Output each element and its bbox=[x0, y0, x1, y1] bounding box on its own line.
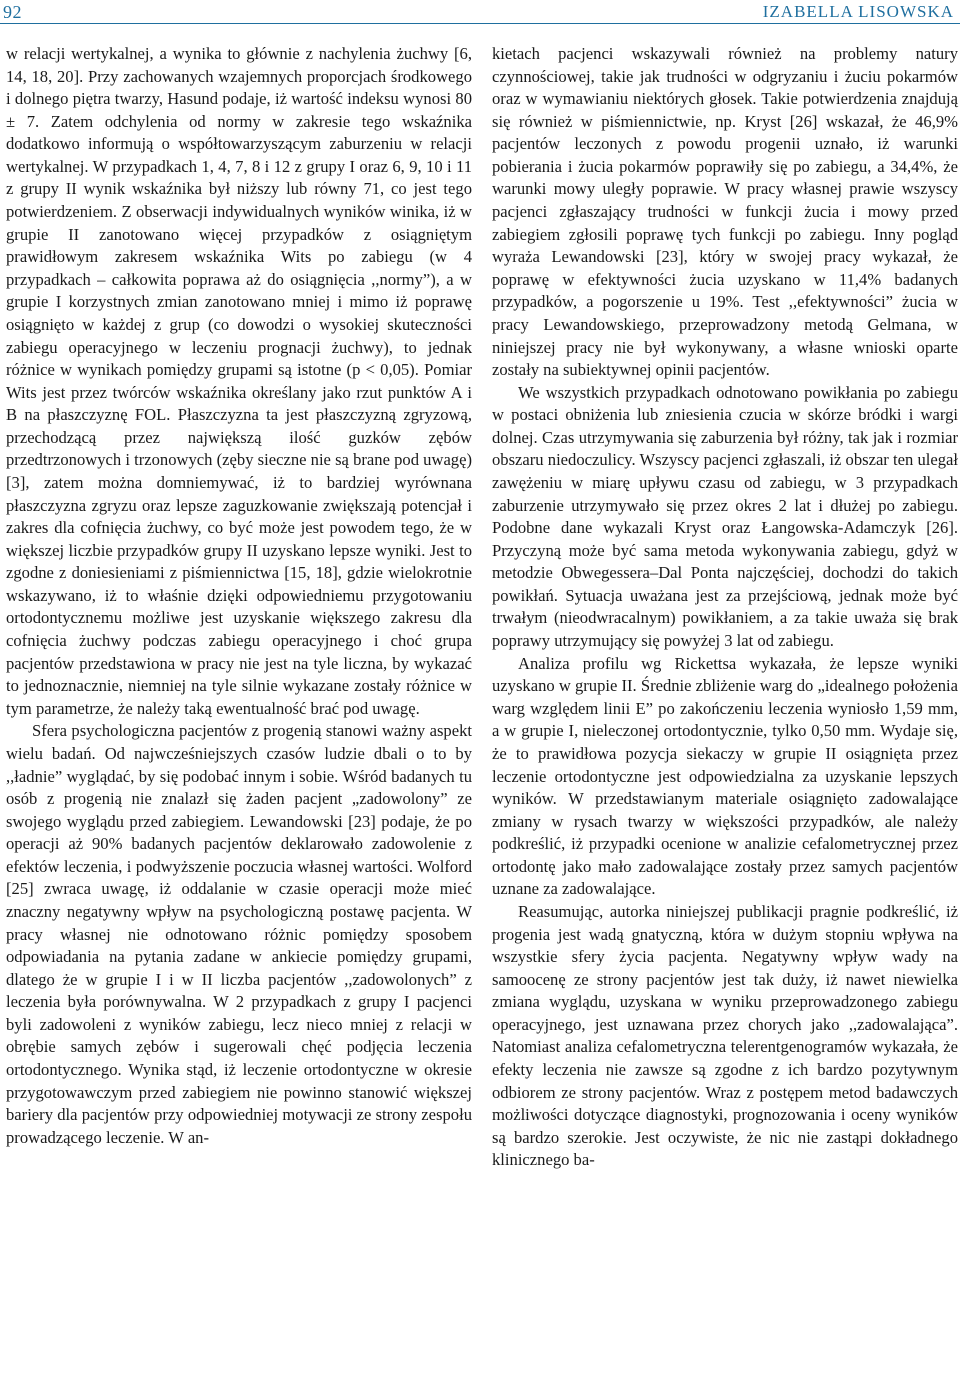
page-number: 92 bbox=[3, 2, 22, 22]
paragraph: Sfera psychologiczna pacjentów z progenią stanowi ważny aspekt wielu badań. Od najwcześniejszych czasów ludzie dbali o to by ,,ładnie” wyglądać, by się podobać innym i sobie. Wśród badanych tu osób z progenią nie znalazł się żaden pacjent „zadowolony” ze swojego wyglądu przed zabiegiem. Lewandowski [23] podaje, że po operacji aż 90% badanych pacjentów deklarowało zadowolenie z efektów leczenia, i podwyższenie poczucia własnej wartości. Wolford [25] zwraca uwagę, iż oddalanie w czasie operacji może mieć znaczny negatywny wpływ na psychologiczną postawę pacjenta. W pracy własnej nie odnotowano różnic pomiędzy sposobem odpowiadania na pytania zadane w ankiecie pomiędzy grupami, dlatego że w grupie I i w II liczba pacjentów ,,zadowolonych” z leczenia była porównywalna. W 2 przypadkach z grupy I pacjenci byli zadowoleni z wyników zabiegu, lecz nieco mniej z relacji w obrębie samych zębów i sugerowali chęć podjęcia leczenia ortodontycznego. Wynika stąd, iż leczenie ortodontyczne w okresie przygotowawczym przed zabiegiem nie powinno stanowić większej bariery dla pacjentów przy odpowiedniej motywacji ze strony zespołu prowadzącego leczenie. W an- bbox=[6, 721, 472, 1147]
paragraph: kietach pacjenci wskazywali również na problemy natury czynnościowej, takie jak trudności w odgryzaniu i żuciu pokarmów oraz w wymawianiu niektórych głosek. Takie potwierdzenia znajdują się również w piśmiennictwie, np. Kryst [26] wskazał, że 46,9% pacjentów leczonych z powodu progenii uznało, iż warunki pobierania i żucia pokarmów poprawiły się po zabiegu, a 34,4%, że warunki mowy uległy poprawie. W pracy własnej prawie wszyscy pacjenci zgłaszający trudności w funkcji żucia i mowy przed zabiegiem zgłosili poprawę tych funkcji po zabiegu. Inny pogląd wyraża Lewandowski [23], który w swojej pracy wykazał, że poprawę w efektywności żucia uzyskano w 11,4% badanych przypadków, a pogorszenie u 19%. Test ,,efektywności” żucia w pracy Lewandowskiego, przeprowadzony metodą Gelmana, w niniejszej pracy nie był wykonywany, a własne wnioski oparte zostały na subiektywnej opinii pacjentów. bbox=[492, 44, 958, 380]
paragraph: Analiza profilu wg Rickettsa wykazała, że lepsze wyniki uzyskano w grupie II. Średnie zbliżenie warg do „idealnego położenia warg względem linii E” po zakończeniu leczenia wyniosło 1,59 mm, a w grupie I, nieleczonej ortodontycznie, tylko 0,50 mm. Wydaje się, że to prawidłowa pozycja siekaczy w grupie II osiągnięta przez leczenie ortodontyczne jest odpowiedzialna za uzyskanie lepszych wyników. W przedstawianym materiale osiągnięto zadowalające zmiany w rysach twarzy w większości przypadków, ale należy podkreślić, iż przypadki ocenione w analizie cefalometrycznej przez ortodontę jako mało zadowalające zostały przez samych pacjentów uznane za zadowalające. bbox=[492, 653, 958, 899]
header-rule bbox=[0, 23, 960, 24]
right-column bbox=[492, 43, 958, 1395]
left-column bbox=[6, 43, 472, 1395]
paragraph: Reasumując, autorka niniejszej publikacji pragnie podkreślić, iż progenia jest wadą gnatyczną, która w dużym stopniu wpływa na wszystkie sfery życia pacjenta. Negatywny wpływ wady na samoocenę ze strony pacjentów jest tak duży, iż nawet niewielka zmiana wyglądu, uzyskana w wyniku przeprowadzonego zabiegu operacyjnego, jest uznawana przez chorych jako ,,zadowalająca”. Natomiast analiza cefalometryczna telerentgenogramów wykazała, że efekty leczenia nie zawsze są zgodne z ich bardzo pozytywnym odbiorem ze strony pacjentów. Wraz z postępem metod badawczych możliwości dotyczące diagnostyki, prognozowania i oceny wyników są bardzo szerokie. Jest oczywiste, że nic nie zastąpi dokładnego klinicznego ba- bbox=[492, 901, 958, 1170]
paragraph: We wszystkich przypadkach odnotowano powikłania po zabiegu w postaci obniżenia lub zniesienia czucia w skórze bródki i wargi dolnej. Czas utrzymywania się zaburzenia był różny, tak jak i rozmiar obszaru niedoczulicy. Wszyscy pacjenci zgłaszali, iż obszar ten ulegał zawężeniu w miarę upływu czasu od zabiegu, w 3 przypadkach zaburzenie utrzymywało się przez okres 2 lat i dłużej po zabiegu. Podobne dane wykazali Kryst oraz Łangowska-Adamczyk [26]. Przyczyną może być sama metoda wykonywania zabiegu, gdyż w metodzie Obwegessera–Dal Ponta najczęściej, dochodzi do takich powikłań. Sytuacja uważana jest za przejściową, jednak może być trwałym (nieodwracalnym) powikłaniem, a za takie uważa się brak poprawy utrzymujący się powyżej 3 lat od zabiegu. bbox=[492, 382, 958, 651]
paragraph: w relacji wertykalnej, a wynika to głównie z nachylenia żuchwy [6, 14, 18, 20]. Przy zachowanych wzajemnych proporcjach środkowego i dolnego piętra twarzy, Hasund podaje, iż wartość indeksu wynosi 80 ± 7. Zatem odchylenia od normy w zakresie tego wskaźnika dodatkowo informują o współtowarzyszącym zaburzeniu w relacji wertykalnej. W przypadkach 1, 4, 7, 8 i 12 z grupy I oraz 6, 9, 10 i 11 z grupy II wynik wskaźnika był niższy lub równy 71, co jest tego potwierdzeniem. Z obserwacji indywidualnych wyników winika, iż w grupie II zanotowano więcej przypadków z osiągniętym prawidłowym zakresem wskaźnika Wits po zabiegu (w 4 przypadkach – całkowita poprawa aż do osiągnięcia ,,normy”), a w grupie I korzystnych zmian zanotowano mniej i mimo iż poprawę osiągnięto w każdej z grup (co dowodzi o wysokiej skuteczności zabiegu operacyjnego w leczeniu prognacji żuchwy), to jednak różnice w wynikach pomiędzy grupami są istotne (p < 0,05). Pomiar Wits jest przez twórców wskaźnika określany jako rzut punktów A i B na płaszczyznę FOL. Płaszczyzna ta jest płaszczyzną zgryzową, przechodzącą przez największą ilość guzków zębów przedtrzonowych i trzonowych (zęby sieczne nie są brane pod uwagę) [3], zatem można domniemywać, iż to bardziej wyrównana płaszczyzna zgryzu oraz lepsze zaguzkowanie zwiększają potencjał i zakres dla cofnięcia żuchwy, co być może jest powodem tego, że w większej liczbie przypadków grupy II uzyskano lepsze wyniki. Jest to zgodne z doniesieniami z piśmiennictwa [15, 18], gdzie wielokrotnie wskazywano, iż to właśnie dzięki odpowiedniemu przygotowaniu ortodontycznemu możliwe jest uzyskanie większego zakresu dla cofnięcia żuchwy podczas zabiegu operacyjnego i choć grupa pacjentów przedstawiona w pracy nie jest na tyle liczna, by wykazać to jednoznacznie, niemniej na tyle silnie wykazane zostały różnice w tym parametrze, że należy taką ewentualność brać pod uwagę. bbox=[6, 44, 472, 718]
running-head-author: IZABELLA LISOWSKA bbox=[762, 2, 954, 21]
page-header bbox=[0, 0, 960, 26]
